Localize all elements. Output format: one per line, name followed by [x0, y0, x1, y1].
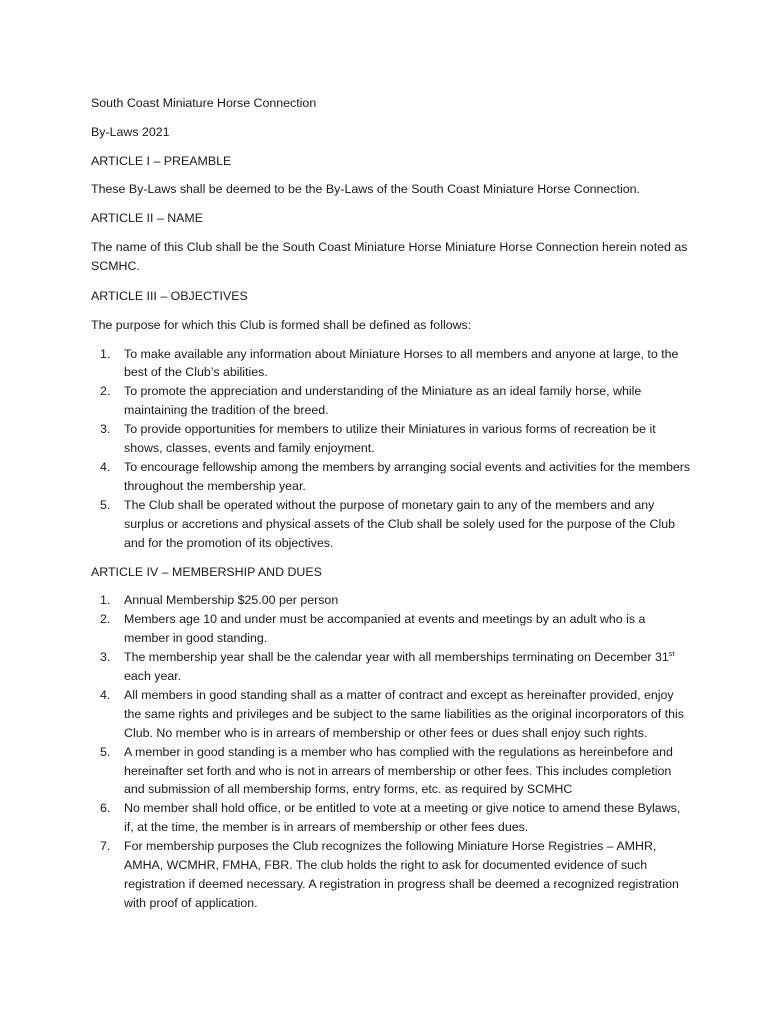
list-item-number: 7.: [100, 839, 111, 854]
list-item-text: All members in good standing shall as a matter of contract and except as hereinafter provided, enjoy the same rights and privileges and be subject to the same liabilities as the original incorporators of this Club. No member who is in arrears of membership or other fees or dues shall enjoy such rights.: [124, 687, 684, 740]
list-item: [91, 837, 691, 913]
list-item-text: To encourage fellowship among the members by arranging social events and activities for the members throughout the membership year.: [124, 460, 691, 493]
article-3-intro: The purpose for which this Club is formed shall be defined as follows:: [91, 317, 472, 332]
list-item-text: No member shall hold office, or be entitled to vote at a meeting or give notice to amend these Bylaws, if, at the time, the member is in arrears of membership or other fees dues.: [124, 801, 681, 835]
list-item-text: The Club shall be operated without the purpose of monetary gain to any of the members and any surplus or accretions and physical assets of the Club shall be solely used for the purpose of the Club and for the promotion of its objectives.: [124, 497, 676, 550]
list-item: [91, 648, 691, 686]
document-title: South Coast Miniature Horse Connection: [91, 96, 317, 110]
list-item-number: 1.: [100, 346, 111, 361]
list-item-text: For membership purposes the Club recognizes the following Miniature Horse Registries – AMHR, AMHA, WCMHR, FMHA, FBR. The club holds the right to ask for documented evidence of such registration if deemed necessary. A registration in progress shall be deemed a recognized registration with proof of application.: [124, 839, 679, 910]
list-item: [91, 458, 691, 496]
list-item-text: To provide opportunities for members to utilize their Miniatures in various forms of recreation be it shows, classes, events and family enjoyment.: [124, 422, 656, 456]
list-item: [91, 382, 691, 420]
article-1-heading: ARTICLE I – PREAMBLE: [91, 153, 232, 168]
list-item-text: To promote the appreciation and understanding of the Miniature as an ideal family horse, while maintaining the tradition of the breed.: [124, 384, 642, 418]
list-item-number: 2.: [100, 612, 111, 627]
list-item-text: A member in good standing is a member who has complied with the regulations as hereinbefore and hereinafter set forth and who is not in arrears of membership or other fees. This includes completion and submission of all membership forms, entry forms, etc. as required by SCMHC: [124, 744, 673, 797]
membership-list: [91, 591, 691, 912]
list-item-number: 5.: [100, 744, 111, 759]
objectives-list: [91, 345, 691, 553]
list-item-text: Annual Membership $25.00 per person: [124, 593, 339, 608]
article-4-heading: ARTICLE IV – MEMBERSHIP AND DUES: [91, 564, 322, 579]
list-item: [91, 610, 691, 648]
list-item: [91, 799, 691, 837]
list-item-number: 3.: [100, 422, 111, 437]
list-item-number: 1.: [100, 593, 111, 608]
article-2-heading: ARTICLE II – NAME: [91, 211, 204, 226]
list-item-number: 6.: [100, 801, 111, 816]
list-item: [91, 686, 691, 743]
article-2-text: The name of this Club shall be the South Coast Miniature Horse Miniature Horse Connection herein noted as SCMHC.: [91, 239, 688, 274]
document-subtitle: By-Laws 2021: [91, 124, 170, 139]
list-item: [91, 743, 691, 800]
list-item: [91, 345, 691, 383]
list-item: [91, 591, 691, 610]
list-item-number: 4.: [100, 460, 111, 475]
list-item-number: 3.: [100, 650, 111, 665]
list-item-text: To make available any information about Miniature Horses to all members and anyone at large, to the best of the Club’s abilities.: [124, 346, 679, 380]
list-item-text: Members age 10 and under must be accompanied at events and meetings by an adult who is a member in good standing.: [124, 612, 646, 646]
article-3-heading: ARTICLE III – OBJECTIVES: [91, 288, 248, 303]
list-item-text: The membership year shall be the calendar year with all memberships terminating on December 31: [124, 650, 669, 665]
document-body: [91, 94, 691, 923]
list-item: [91, 420, 691, 458]
list-item-number: 2.: [100, 384, 111, 399]
list-item-number: 4.: [100, 687, 111, 702]
list-item-text-end: each year.: [124, 668, 182, 683]
article-1-text: These By-Laws shall be deemed to be the By-Laws of the South Coast Miniature Horse Connection.: [91, 182, 640, 197]
ordinal-suffix: st: [668, 649, 675, 659]
list-item: [91, 496, 691, 553]
list-item-number: 5.: [100, 497, 111, 512]
